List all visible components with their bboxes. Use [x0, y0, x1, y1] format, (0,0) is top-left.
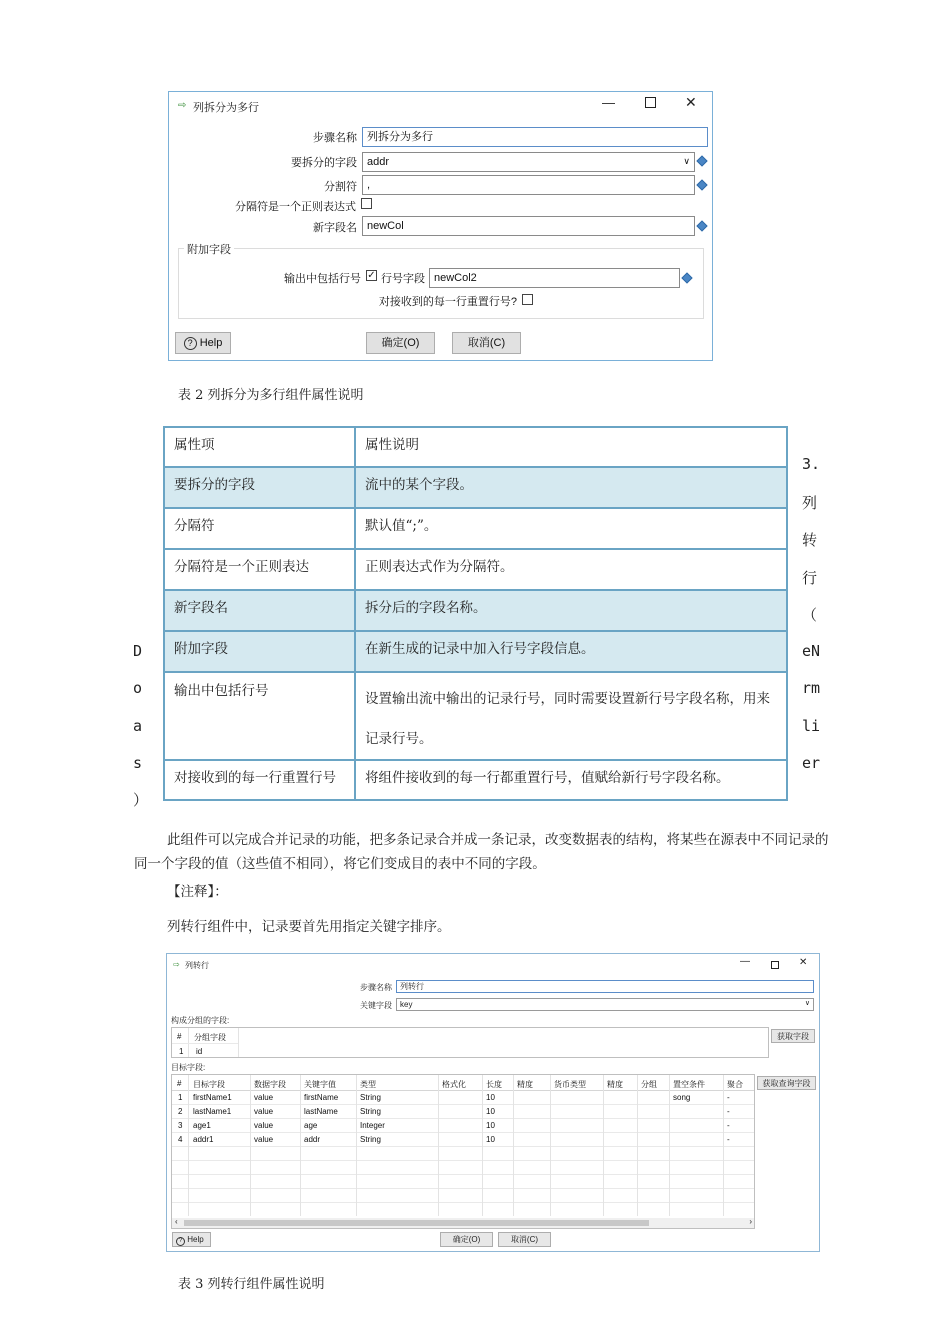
delimiter-input[interactable]: ,: [362, 175, 695, 195]
property-name: 分隔符是一个正则表达: [164, 549, 355, 590]
property-name: 附加字段: [164, 631, 355, 672]
side-char: s: [133, 754, 143, 772]
type[interactable]: String: [360, 1135, 381, 1144]
split-field-select[interactable]: [362, 152, 695, 172]
target-field[interactable]: addr1: [193, 1135, 214, 1144]
delimiter-label: 分割符: [324, 181, 357, 193]
table-row: [164, 672, 787, 760]
target-field[interactable]: firstName1: [193, 1093, 232, 1102]
help-label: Help: [187, 1235, 204, 1244]
split-dialog: [168, 91, 713, 361]
property-desc: 正则表达式作为分隔符。: [355, 549, 787, 590]
aggregation[interactable]: -: [727, 1135, 730, 1144]
key-value[interactable]: addr: [304, 1135, 321, 1144]
length[interactable]: 10: [486, 1135, 495, 1144]
key-value[interactable]: firstName: [304, 1093, 339, 1102]
key-value[interactable]: age: [304, 1121, 318, 1130]
side-char: ）: [133, 791, 149, 809]
group-header-field: 分组字段: [194, 1033, 226, 1042]
new-field-input[interactable]: newCol: [362, 216, 695, 236]
target-header: 目标字段: [193, 1080, 225, 1089]
grid-divider: [172, 1188, 755, 1189]
get-fields-button[interactable]: 获取字段: [771, 1029, 815, 1043]
dialog-title: 列转行: [185, 961, 209, 970]
group-row-field[interactable]: id: [196, 1047, 203, 1056]
target-header: #: [177, 1079, 182, 1088]
type[interactable]: Integer: [360, 1121, 385, 1130]
step-name-input[interactable]: 列转行: [396, 980, 814, 993]
scroll-right-icon[interactable]: ›: [749, 1217, 752, 1226]
grid-divider: [356, 1075, 357, 1216]
side-char: er: [802, 754, 821, 772]
table-2-caption: 表 2 列拆分为多行组件属性说明: [178, 388, 364, 403]
description-paragraph: 此组件可以完成合并记录的功能，把多条记录合并成一条记录，改变数据表的结构，将某些在源表中不同记录的同一个字段的值（这些值不相同），将它们变成目的表中不同的字段。: [134, 832, 829, 872]
aggregation[interactable]: -: [727, 1093, 730, 1102]
grid-divider: [172, 1132, 755, 1133]
get-lookup-fields-button[interactable]: 获取查询字段: [757, 1076, 816, 1090]
target-header: 长度: [486, 1080, 502, 1089]
property-name: 对接收到的每一行重置行号: [164, 760, 355, 800]
property-name: 输出中包括行号: [164, 672, 355, 760]
grid-divider: [723, 1075, 724, 1216]
length[interactable]: 10: [486, 1121, 495, 1130]
length[interactable]: 10: [486, 1093, 495, 1102]
cancel-button[interactable]: 取消(C): [498, 1232, 551, 1247]
help-label: Help: [199, 337, 223, 349]
split-field-label: 要拆分的字段: [291, 157, 357, 169]
target-fields-label: 目标字段:: [171, 1063, 206, 1072]
ok-button[interactable]: 确定(O): [440, 1232, 493, 1247]
table-row: [164, 631, 787, 672]
maximize-icon[interactable]: [645, 97, 656, 108]
help-icon: ?: [176, 1237, 185, 1246]
side-char: （: [802, 606, 818, 624]
property-name: 要拆分的字段: [164, 467, 355, 508]
side-char: 列: [802, 494, 818, 512]
side-char: o: [133, 679, 143, 697]
include-rownum-checkbox[interactable]: ✓: [367, 270, 376, 281]
side-char: 转: [802, 531, 818, 549]
group-row-num: 1: [179, 1047, 184, 1056]
value-field[interactable]: value: [254, 1121, 274, 1130]
grid-divider: [172, 1043, 238, 1044]
property-name: 分隔符: [164, 508, 355, 549]
row-field-input[interactable]: newCol2: [429, 268, 680, 288]
property-desc: 默认值“;”。: [355, 508, 787, 549]
property-name: 新字段名: [164, 590, 355, 631]
ok-button[interactable]: 确定(O): [366, 332, 435, 354]
target-header: 精度: [607, 1080, 623, 1089]
help-button[interactable]: [172, 1232, 211, 1247]
target-header: 关键字值: [304, 1080, 336, 1089]
table-row: [164, 467, 787, 508]
key-field-value: key: [400, 1000, 413, 1009]
type[interactable]: String: [360, 1093, 381, 1102]
variable-icon[interactable]: [696, 179, 707, 190]
row-num: 4: [178, 1135, 183, 1144]
target-field[interactable]: age1: [193, 1121, 211, 1130]
side-char: eN: [802, 642, 821, 660]
grid-divider: [550, 1075, 551, 1216]
note-text: 列转行组件中，记录要首先用指定关键字排序。: [167, 919, 451, 935]
scrollbar-thumb[interactable]: [184, 1220, 649, 1226]
denormaliser-icon: ⇨: [173, 960, 180, 969]
side-char: a: [133, 717, 143, 735]
side-char: 3.: [802, 455, 821, 473]
target-header: 聚合: [727, 1080, 743, 1089]
key-field-select[interactable]: [396, 998, 814, 1011]
cancel-button[interactable]: 取消(C): [452, 332, 521, 354]
group-fields-label: 构成分组的字段:: [171, 1016, 230, 1025]
grid-divider: [300, 1075, 301, 1216]
target-header: 分组: [641, 1080, 657, 1089]
aggregation[interactable]: -: [727, 1107, 730, 1116]
side-char: li: [802, 717, 821, 735]
target-header: 类型: [360, 1080, 376, 1089]
extra-fields-label: 附加字段: [184, 241, 234, 257]
table-row: [164, 760, 787, 800]
target-header: 数据字段: [254, 1080, 286, 1089]
type[interactable]: String: [360, 1107, 381, 1116]
horizontal-scrollbar[interactable]: [172, 1218, 755, 1228]
table-header-row: [164, 427, 787, 467]
table-header-cell: 属性说明: [355, 427, 787, 467]
target-fields-table: [171, 1074, 755, 1229]
row-num: 1: [178, 1093, 183, 1102]
note-title: 【注释】：: [167, 884, 228, 900]
side-char: D: [133, 642, 143, 660]
target-header: 格式化: [442, 1080, 466, 1089]
step-name-input[interactable]: 列拆分为多行: [362, 127, 708, 147]
table-header-cell: 属性项: [164, 427, 355, 467]
property-desc: 在新生成的记录中加入行号字段信息。: [355, 631, 787, 672]
variable-icon[interactable]: [696, 220, 707, 231]
new-field-label: 新字段名: [313, 222, 357, 234]
grid-divider: [482, 1075, 483, 1216]
target-header: 置空条件: [673, 1080, 705, 1089]
value-field[interactable]: value: [254, 1107, 274, 1116]
chevron-down-icon: ∨: [804, 1000, 810, 1007]
table-row: [164, 508, 787, 549]
scroll-left-icon[interactable]: ‹: [175, 1217, 178, 1226]
grid-divider: [438, 1075, 439, 1216]
grid-divider: [603, 1075, 604, 1216]
help-button[interactable]: [175, 332, 231, 354]
grid-divider: [172, 1146, 755, 1147]
property-table: [163, 426, 788, 801]
key-value[interactable]: lastName: [304, 1107, 338, 1116]
include-rownum-label: 输出中包括行号: [284, 273, 361, 285]
table-row: [164, 590, 787, 631]
property-desc: 拆分后的字段名称。: [355, 590, 787, 631]
length[interactable]: 10: [486, 1107, 495, 1116]
row-field-label: 行号字段: [381, 273, 425, 285]
aggregation[interactable]: -: [727, 1121, 730, 1130]
grid-divider: [172, 1118, 755, 1119]
grid-divider: [172, 1160, 755, 1161]
maximize-icon[interactable]: [771, 961, 779, 969]
grid-divider: [637, 1075, 638, 1216]
close-icon[interactable]: ✕: [685, 94, 697, 110]
regex-checkbox[interactable]: [361, 198, 372, 209]
value-field[interactable]: value: [254, 1135, 274, 1144]
split-column-icon: ⇨: [178, 100, 187, 111]
grid-divider: [172, 1104, 755, 1105]
help-icon: ?: [184, 337, 197, 350]
minimize-icon[interactable]: —: [602, 95, 615, 110]
step-name-label: 步骤名称: [313, 132, 357, 144]
close-icon[interactable]: ✕: [799, 957, 808, 968]
side-char: 行: [802, 569, 818, 587]
split-field-value: addr: [367, 156, 390, 168]
table-3-caption: 表 3 列转行组件属性说明: [178, 1277, 325, 1292]
group-fields-table: [171, 1027, 769, 1058]
minimize-icon[interactable]: —: [740, 956, 750, 967]
grid-divider: [172, 1090, 755, 1091]
step-name-label: 步骤名称: [360, 983, 392, 992]
null-if[interactable]: song: [673, 1093, 691, 1102]
row-num: 3: [178, 1121, 183, 1130]
target-header: 精度: [517, 1080, 533, 1089]
chevron-down-icon: ∨: [683, 156, 690, 166]
grid-divider: [513, 1075, 514, 1216]
grid-divider: [172, 1174, 755, 1175]
group-header-num: #: [177, 1032, 182, 1041]
grid-divider: [669, 1075, 670, 1216]
target-field[interactable]: lastName1: [193, 1107, 232, 1116]
side-char: rm: [802, 679, 821, 697]
grid-divider: [172, 1202, 755, 1203]
reset-rownum-checkbox[interactable]: [522, 294, 533, 305]
row-denormaliser-dialog: [166, 953, 820, 1252]
property-desc: 设置输出流中输出的记录行号，同时需要设置新行号字段名称，用来记录行号。: [355, 672, 787, 760]
property-desc: 将组件接收到的每一行都重置行号，值赋给新行号字段名称。: [355, 760, 787, 800]
reset-rownum-label: 对接收到的每一行重置行号?: [378, 296, 517, 308]
grid-divider: [250, 1075, 251, 1216]
regex-label: 分隔符是一个正则表达式: [235, 201, 356, 213]
key-field-label: 关键字段: [360, 1001, 392, 1010]
value-field[interactable]: value: [254, 1093, 274, 1102]
dialog-title: 列拆分为多行: [193, 102, 259, 114]
row-num: 2: [178, 1107, 183, 1116]
target-header: 货币类型: [554, 1080, 586, 1089]
grid-divider: [188, 1075, 189, 1216]
table-row: [164, 549, 787, 590]
grid-divider: [238, 1028, 239, 1057]
property-desc: 流中的某个字段。: [355, 467, 787, 508]
variable-icon[interactable]: [696, 155, 707, 166]
